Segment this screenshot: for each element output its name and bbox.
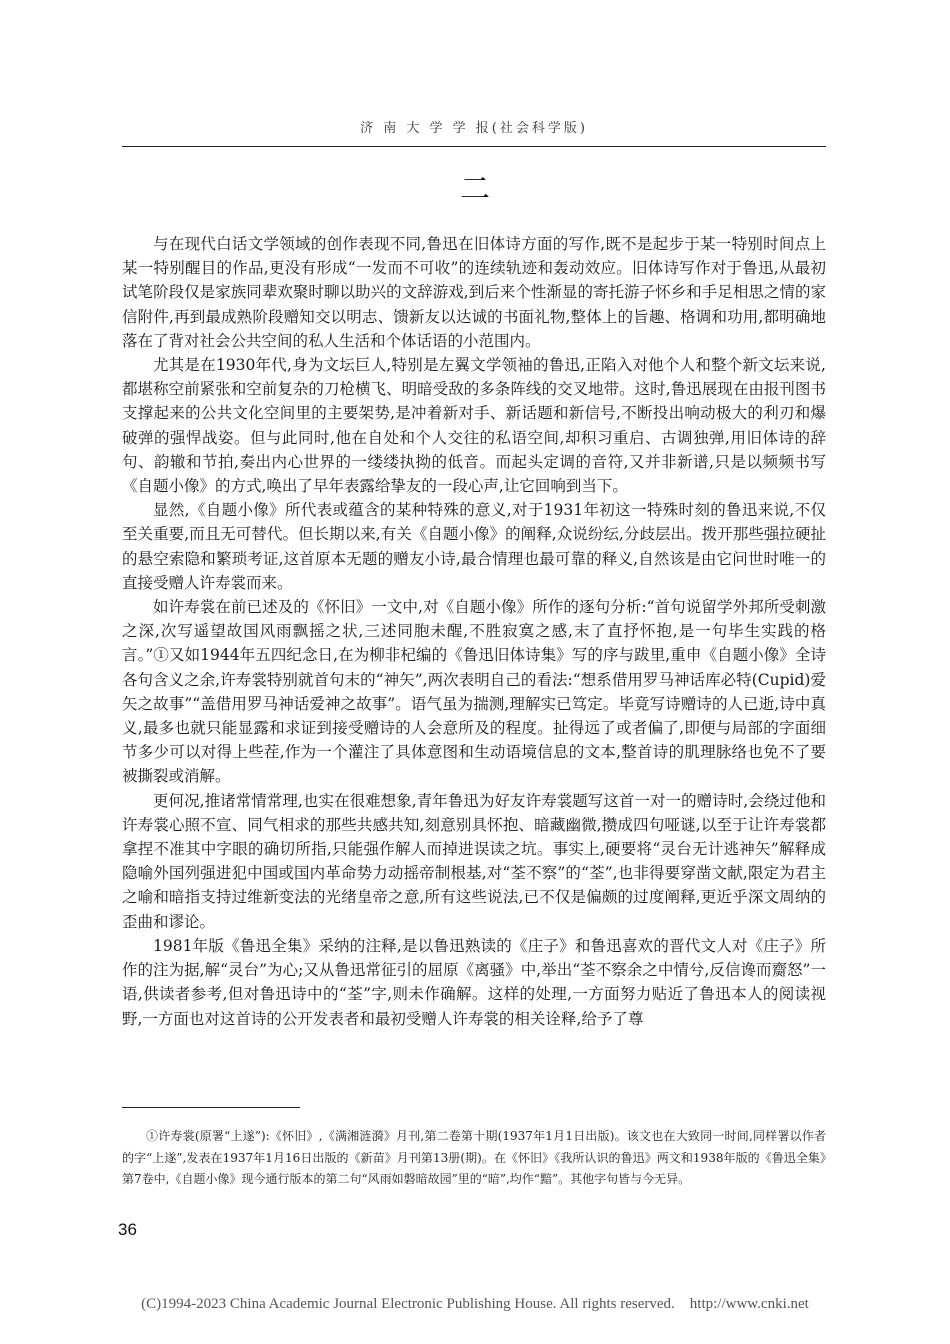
footnote bbox=[122, 1126, 826, 1191]
footnote-text: ①许寿裳(原署“上遂”):《怀旧》,《满湘涟漪》月刊,第二卷第十期(1937年1月1日出版)。该文也在大致同一时间,同样署以作者的字“上遂”,发表在1937年1月16日出版的《新苗》月刊第13册(期)。在《怀旧》《我所认识的鲁迅》两文和1938年版的《鲁迅全集》第7卷中,《自题小像》现今通行版本的第二句“风雨如磐暗故园”里的“暗”,均作“黯”。其他字句皆与今无异。 bbox=[122, 1129, 826, 1186]
article-body bbox=[122, 232, 826, 1031]
paragraph: 尤其是在1930年代,身为文坛巨人,特别是左翼文学领袖的鲁迅,正陷入对他个人和整个新文坛来说,都堪称空前紧张和空前复杂的刀枪横飞、明暗受敌的多条阵线的交叉地带。这时,鲁迅展现在由报刊图书支撑起来的公共文化空间里的主要架势,是冲着新对手、新话题和新信号,不断投出响动极大的利刃和爆破弹的强悍战姿。但与此同时,他在自处和个人交往的私语空间,却积习重启、古调独弹,用旧体诗的辞句、韵辙和节拍,奏出内心世界的一缕缕执拗的低音。而起头定调的音符,又并非新谱,只是以频频书写《自题小像》的方式,唤出了早年表露给挚友的一段心声,让它回响到当下。 bbox=[122, 356, 826, 496]
paragraph: 显然,《自题小像》所代表或蕴含的某种特殊的意义,对于1931年初这一特殊时刻的鲁迅来说,不仅至关重要,而且无可替代。但长期以来,有关《自题小像》的阐释,众说纷纭,分歧层出。拨开那些强拉硬扯的悬空索隐和繁琐考证,这首原本无题的赠友小诗,最合情理也最可靠的释义,自然该是由它问世时唯一的直接受赠人许寿裳而来。 bbox=[122, 501, 826, 592]
copyright-footer: (C)1994-2023 China Academic Journal Electronic Publishing House. All rights reserved. http://www.cnki.net bbox=[141, 1296, 809, 1312]
journal-header: 济 南 大 学 学 报(社会科学版) bbox=[360, 121, 588, 136]
paragraph: 如许寿裳在前已述及的《怀旧》一文中,对《自题小像》所作的逐句分析:“首句说留学外邦所受刺激之深,次写遥望故国风雨飘摇之状,三述同胞未醒,不胜寂寞之感,末了直抒怀抱,是一句毕生实践的格言。”①又如1944年五四纪念日,在为柳非杞编的《鲁迅旧体诗集》写的序与跋里,重申《自题小像》全诗各句含义之余,许寿裳特别就首句末的“神矢”,两次表明自己的看法:“想系借用罗马神话库必特(Cupid)爱矢之故事”“盖借用罗马神话爱神之故事”。语气虽为揣测,理解实已笃定。毕竟写诗赠诗的人已逝,诗中真义,最多也就只能显露和求证到接受赠诗的人会意所及的程度。扯得远了或者偏了,即便与局部的字面细节多少可以对得上些茬,作为一个灌注了具体意图和生动语境信息的文本,整首诗的肌理脉络也免不了要被撕裂或消解。 bbox=[122, 598, 826, 786]
page-number: 36 bbox=[118, 1220, 137, 1239]
paragraph: 更何况,推诸常情常理,也实在很难想象,青年鲁迅为好友许寿裳题写这首一对一的赠诗时,会绕过他和许寿裳心照不宣、同气相求的那些共感共知,刻意别具怀抱、暗藏幽微,攒成四句哑谜,以至于让许寿裳都拿捏不准其中字眼的确切所指,只能强作解人而掉进误读之坑。事实上,硬要将“灵台无计逃神矢”解释成隐喻外国列强进犯中国或国内革命势力动摇帝制根基,对“荃不察”的“荃”,也非得要穿凿文献,限定为君主之喻和暗指支持过维新变法的光绪皇帝之意,所有这些说法,已不仅是偏颇的过度阐释,更近乎深文周纳的歪曲和谬论。 bbox=[122, 791, 826, 931]
footnote-rule bbox=[122, 1107, 300, 1108]
header-rule bbox=[122, 146, 826, 147]
section-title: 二 bbox=[460, 172, 490, 207]
paragraph: 与在现代白话文学领域的创作表现不同,鲁迅在旧体诗方面的写作,既不是起步于某一特别时间点上某一特别醒目的作品,更没有形成“一发而不可收”的连续轨迹和轰动效应。旧体诗写作对于鲁迅,从最初试笔阶段仅是家族同辈欢聚时聊以助兴的文辞游戏,到后来个性渐显的寄托游子怀乡和手足相思之情的家信附件,再到最成熟阶段赠知交以明志、馈新友以达诚的书面礼物,整体上的旨趣、格调和功用,都明确地落在了背对社会公共空间的私人生活和个体话语的小范围内。 bbox=[122, 235, 826, 350]
paragraph: 1981年版《鲁迅全集》采纳的注释,是以鲁迅熟读的《庄子》和鲁迅喜欢的晋代文人对《庄子》所作的注为据,解“灵台”为心;又从鲁迅常征引的屈原《离骚》中,举出“荃不察余之中情兮,反信谗而齌怒”一语,供读者参考,但对鲁迅诗中的“荃”字,则未作确解。这样的处理,一方面努力贴近了鲁迅本人的阅读视野,一方面也对这首诗的公开发表者和最初受赠人许寿裳的相关诠释,给予了尊 bbox=[122, 936, 826, 1028]
